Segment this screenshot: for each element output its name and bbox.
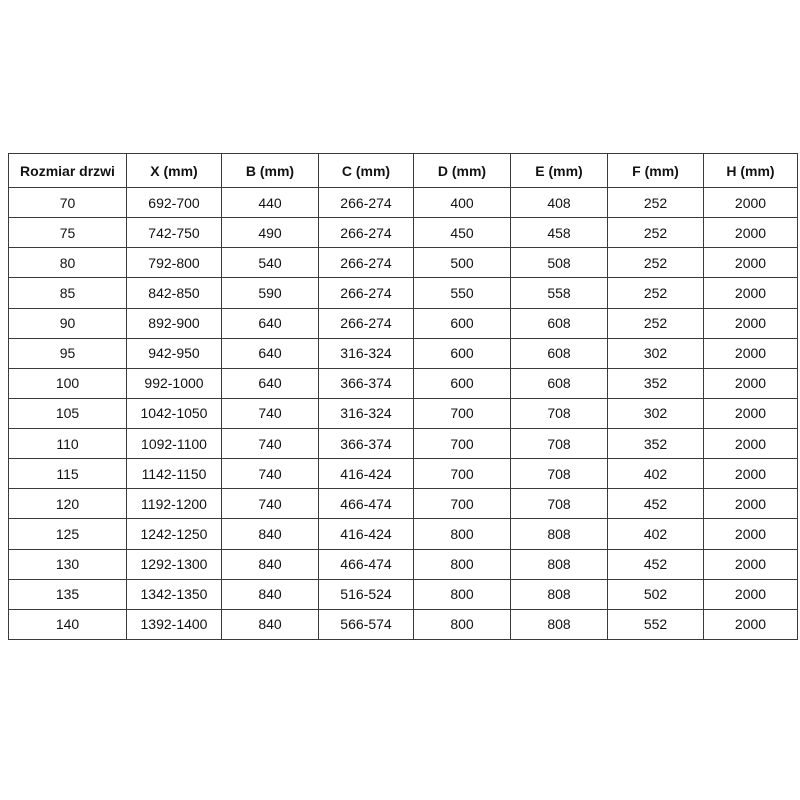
table-cell: 80 [9,248,127,278]
table-cell: 808 [511,579,608,609]
table-cell: 266-274 [319,278,414,308]
table-cell: 452 [608,549,704,579]
table-cell: 85 [9,278,127,308]
col-header-rozmiar-drzwi: Rozmiar drzwi [9,154,127,188]
table-row [9,609,798,639]
table-cell: 140 [9,609,127,639]
table-cell: 700 [414,489,511,519]
table-cell: 2000 [704,278,798,308]
table-cell: 120 [9,489,127,519]
table-cell: 252 [608,248,704,278]
table-cell: 640 [222,368,319,398]
table-cell: 70 [9,188,127,218]
table-cell: 2000 [704,338,798,368]
col-header-b-mm: B (mm) [222,154,319,188]
table-cell: 302 [608,398,704,428]
table-cell: 316-324 [319,338,414,368]
table-cell: 2000 [704,218,798,248]
table-row [9,579,798,609]
table-cell: 2000 [704,549,798,579]
table-cell: 700 [414,459,511,489]
table-cell: 2000 [704,459,798,489]
table-cell: 1292-1300 [127,549,222,579]
table-cell: 366-374 [319,429,414,459]
table-cell: 458 [511,218,608,248]
table-row [9,188,798,218]
table-cell: 125 [9,519,127,549]
table-cell: 400 [414,188,511,218]
table-cell: 842-850 [127,278,222,308]
table-cell: 740 [222,398,319,428]
table-cell: 992-1000 [127,368,222,398]
table-cell: 452 [608,489,704,519]
col-header-x-mm: X (mm) [127,154,222,188]
table-cell: 708 [511,429,608,459]
table-cell: 558 [511,278,608,308]
table-cell: 2000 [704,308,798,338]
table-cell: 466-474 [319,549,414,579]
table-cell: 500 [414,248,511,278]
table-cell: 135 [9,579,127,609]
table-cell: 2000 [704,489,798,519]
table-cell: 105 [9,398,127,428]
table-cell: 740 [222,459,319,489]
table-cell: 600 [414,368,511,398]
table-cell: 640 [222,308,319,338]
table-cell: 600 [414,338,511,368]
table-cell: 1092-1100 [127,429,222,459]
table-cell: 800 [414,549,511,579]
table-cell: 2000 [704,609,798,639]
table-cell: 130 [9,549,127,579]
table-cell: 942-950 [127,338,222,368]
table-cell: 742-750 [127,218,222,248]
table-row [9,248,798,278]
table-cell: 490 [222,218,319,248]
table-cell: 2000 [704,368,798,398]
table-row [9,549,798,579]
table-cell: 2000 [704,188,798,218]
table-cell: 708 [511,489,608,519]
table-header-row [9,154,798,188]
table-cell: 266-274 [319,218,414,248]
col-header-f-mm: F (mm) [608,154,704,188]
table-cell: 608 [511,338,608,368]
table-cell: 692-700 [127,188,222,218]
col-header-e-mm: E (mm) [511,154,608,188]
table-cell: 516-524 [319,579,414,609]
table-cell: 590 [222,278,319,308]
table-row [9,338,798,368]
table-cell: 808 [511,549,608,579]
table-cell: 740 [222,489,319,519]
table-row [9,429,798,459]
table-cell: 2000 [704,519,798,549]
table-cell: 252 [608,308,704,338]
table-row [9,368,798,398]
table-cell: 1342-1350 [127,579,222,609]
table-cell: 552 [608,609,704,639]
table-cell: 800 [414,609,511,639]
table-cell: 252 [608,278,704,308]
table-row [9,398,798,428]
table-cell: 808 [511,609,608,639]
table-row [9,308,798,338]
table-cell: 90 [9,308,127,338]
table-cell: 792-800 [127,248,222,278]
table-row [9,489,798,519]
table-cell: 2000 [704,398,798,428]
door-size-table [8,153,798,640]
table-cell: 402 [608,519,704,549]
table-cell: 740 [222,429,319,459]
table-cell: 408 [511,188,608,218]
table-cell: 316-324 [319,398,414,428]
table-cell: 808 [511,519,608,549]
table-cell: 302 [608,338,704,368]
table-cell: 352 [608,429,704,459]
table-cell: 1242-1250 [127,519,222,549]
table-cell: 540 [222,248,319,278]
table-cell: 840 [222,609,319,639]
table-cell: 1042-1050 [127,398,222,428]
col-header-h-mm: H (mm) [704,154,798,188]
table-cell: 366-374 [319,368,414,398]
table-cell: 840 [222,519,319,549]
col-header-d-mm: D (mm) [414,154,511,188]
table-row [9,218,798,248]
table-cell: 266-274 [319,188,414,218]
table-cell: 2000 [704,248,798,278]
table-cell: 1192-1200 [127,489,222,519]
table-cell: 110 [9,429,127,459]
table-cell: 566-574 [319,609,414,639]
table-cell: 266-274 [319,248,414,278]
table-cell: 640 [222,338,319,368]
table-cell: 100 [9,368,127,398]
table-cell: 352 [608,368,704,398]
table-cell: 252 [608,218,704,248]
table-cell: 550 [414,278,511,308]
table-cell: 416-424 [319,459,414,489]
table-cell: 840 [222,549,319,579]
table-cell: 450 [414,218,511,248]
table-cell: 2000 [704,579,798,609]
table-cell: 266-274 [319,308,414,338]
table-cell: 600 [414,308,511,338]
table-cell: 466-474 [319,489,414,519]
table-body [9,188,798,640]
table-cell: 95 [9,338,127,368]
table-cell: 840 [222,579,319,609]
table-cell: 1142-1150 [127,459,222,489]
table-cell: 402 [608,459,704,489]
table-cell: 800 [414,519,511,549]
table-cell: 708 [511,459,608,489]
table-cell: 892-900 [127,308,222,338]
table-cell: 115 [9,459,127,489]
table-cell: 440 [222,188,319,218]
table-cell: 502 [608,579,704,609]
table-cell: 252 [608,188,704,218]
table-cell: 608 [511,368,608,398]
table-cell: 508 [511,248,608,278]
table-cell: 800 [414,579,511,609]
table-cell: 708 [511,398,608,428]
table-cell: 2000 [704,429,798,459]
table-cell: 700 [414,398,511,428]
table-cell: 416-424 [319,519,414,549]
table-cell: 608 [511,308,608,338]
table-cell: 1392-1400 [127,609,222,639]
table-row [9,519,798,549]
table-row [9,459,798,489]
table-cell: 700 [414,429,511,459]
table-cell: 75 [9,218,127,248]
table-row [9,278,798,308]
col-header-c-mm: C (mm) [319,154,414,188]
